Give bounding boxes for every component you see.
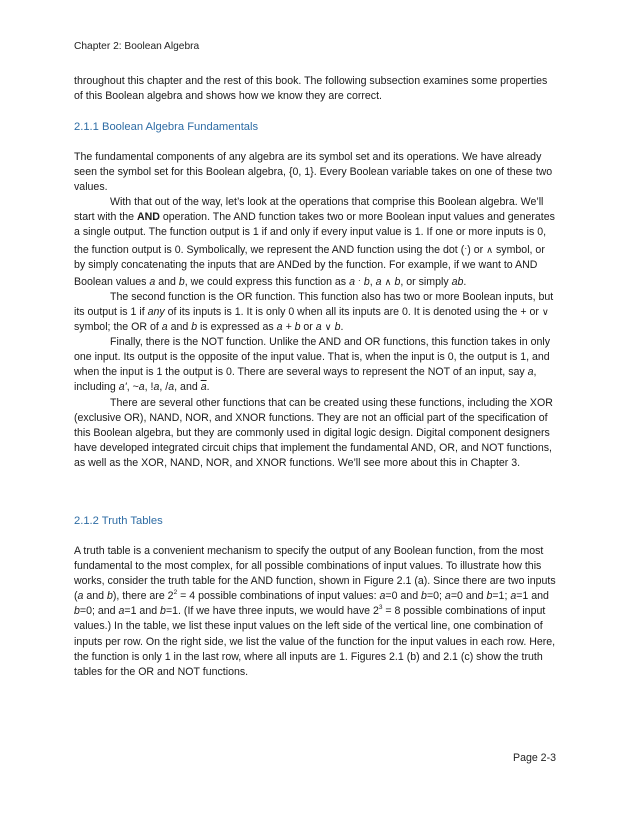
- paragraph-truth-tables: A truth table is a convenient mechanism to specify the output of any Boolean function, from the most fundamental to the most complex, for all possible combinations of input values. To illustrate how this works, consider the truth table for the AND function, shown in Figure 2.1 (a). Since there are two inputs (a and b), there are $2^2 = 4$ possible combinations of input values: a=0 and b=0; a=0 and b=1; a=1 and b=0; and a=1 and b=1. (If we have three inputs, we would have $2^3 = 8$ possible combinations of input values.) In the table, we list these input values on the left side of the vertical line, one combination of inputs per row. On the right side, we list the value of the function for the input values in each row. Here, the function is only 1 in the last row, where all inputs are 1. Figures 2.1 (b) and 2.1 (c) show the truth tables for the OR and NOT functions.: [74, 545, 556, 678]
- paragraph-not-function: Finally, there is the NOT function. Unlike the AND and OR functions, this function takes in only one input. Its output is the opposite of the input value. That is, when the input is 0, the output is 1, and when the input is 1 the output is 0. There are several ways to represent the NOT of an input, say a, including a', ~a, !a, /a, and $\overline{a}$.: [74, 336, 551, 394]
- section-2-1-1-body: [74, 150, 558, 471]
- section-heading-2-1-2: 2.1.2 Truth Tables: [74, 515, 163, 527]
- a-bar-notation: $\overline{a}$: [200, 381, 207, 394]
- paragraph-symbol-set: The fundamental components of any algebra are its symbol set and its operations. We have already seen the symbol set for this Boolean algebra, {0, 1}. Every Boolean variable takes on one of these two values.: [74, 151, 553, 194]
- section-heading-2-1-1: 2.1.1 Boolean Algebra Fundamentals: [74, 121, 259, 133]
- paragraph-other-functions: There are several other functions that can be created using these functions, including the XOR (exclusive OR), NAND, NOR, and XNOR functions. They are not an official part of the specification of this Boolean algebra, but they are commonly used in digital logic design. Digital component designers have developed integrated circuit chips that implement the fundamental AND, OR, and NOT functions, as well as the XOR, NAND, NOR, and XNOR functions. We’ll see more about this in Chapter 3.: [74, 396, 553, 469]
- intro-paragraph: throughout this chapter and the rest of this book. The following subsection examines some properties of this Boolean algebra and shows how we know they are correct.: [74, 75, 548, 103]
- paragraph-and-function: With that out of the way, let’s look at the operations that comprise this Boolean algebra. We’ll start with the AND operation. The AND function takes two or more Boolean input values and generates a single output. The function output is 1 if and only if every input value is 1. If one or more inputs is 0, the function output is 0. Symbolically, we represent the AND function using the dot (·) or ∧ symbol, or by simply concatenating the inputs that are ANDed by the function. For example, if we want to AND Boolean values a and b, we could express this function as a · b, a ∧ b, or simply ab.: [74, 196, 555, 288]
- section-2-1-2-body: [74, 544, 558, 680]
- paragraph-or-function: The second function is the OR function. This function also has two or more Boolean inputs, but its output is 1 if any of its inputs is 1. It is only 0 when all its inputs are 0. It is denoted using the + or ∨ symbol; the OR of a and b is expressed as a + b or a ∨ b.: [74, 290, 554, 334]
- running-header: Chapter 2: Boolean Algebra: [74, 41, 200, 52]
- intro-block: [74, 74, 558, 104]
- page-number: Page 2-3: [513, 752, 556, 764]
